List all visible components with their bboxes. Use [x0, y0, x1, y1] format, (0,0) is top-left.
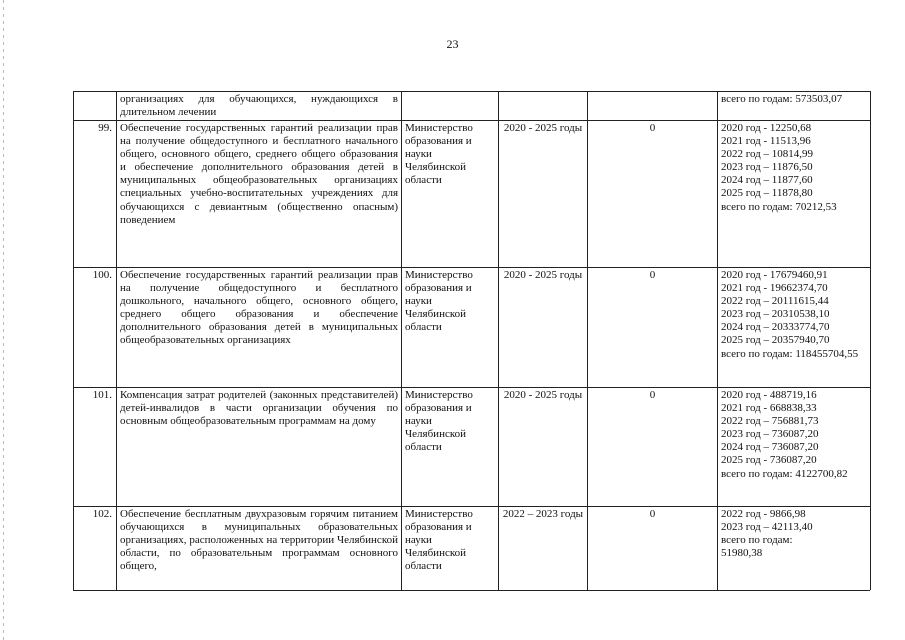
funding-year: 2025 год - 736087,20	[721, 454, 817, 467]
funding-cell	[718, 121, 871, 268]
funding-year: 2021 год - 19662374,70	[721, 282, 828, 295]
funding-cell	[718, 388, 871, 507]
funding-year: 2022 год - 9866,98	[721, 508, 806, 520]
funding-total: всего по годам: 573503,07	[718, 92, 871, 121]
funding-total: 51980,38	[721, 547, 763, 560]
funding-year: 2022 год – 756881,73	[721, 415, 819, 428]
funding-cell	[718, 268, 871, 388]
funding-year: 2022 год – 10814,99	[721, 148, 814, 161]
funding-year: 2025 год – 20357940,70	[721, 334, 830, 347]
funding-total: всего по годам: 4122700,82	[721, 467, 848, 480]
zero-value: 0	[588, 388, 718, 507]
funding-year: 2023 год – 11876,50	[721, 161, 813, 174]
row-number: 99.	[74, 121, 117, 268]
funding-year: 2021 год - 11513,96	[721, 135, 811, 148]
zero-value	[588, 92, 718, 121]
measure-name: Компенсация затрат родителей (законных представителей) детей-инвалидов в части организации обучения по основным общеобразовательным программам на дому	[117, 388, 402, 507]
binding-edge	[3, 0, 4, 640]
funding-year: 2024 год – 20333774,70	[721, 321, 830, 334]
table-row	[74, 507, 871, 590]
period: 2020 - 2025 годы	[499, 121, 588, 268]
funding-year: 2024 год – 11877,60	[721, 174, 813, 187]
measure-name: организациях для обучающихся, нуждающихся в длительном лечении	[117, 92, 402, 121]
table-row	[74, 121, 871, 268]
funding-year: 2023 год – 42113,40	[721, 521, 813, 534]
zero-value: 0	[588, 121, 718, 268]
row-number: 102.	[74, 507, 117, 590]
period: 2020 - 2025 годы	[499, 388, 588, 507]
funding-year: 2024 год – 736087,20	[721, 441, 819, 454]
table-bottom-border	[73, 590, 870, 591]
measure-name: Обеспечение государственных гарантий реализации прав на получение общедоступного и бесплатного дошкольного, начального общего, основного общего, среднего общего образования и обеспечение дополнительного образования детей в муниципальных общеобразовательных организациях	[117, 268, 402, 388]
page-number: 23	[446, 37, 459, 51]
funding-year: 2023 год – 736087,20	[721, 428, 819, 441]
row-number	[74, 92, 117, 121]
executor	[402, 92, 499, 121]
funding-year: 2021 год - 668838,33	[721, 402, 817, 415]
funding-cell	[718, 507, 871, 590]
table-row	[74, 92, 871, 121]
funding-year: 2020 год - 12250,68	[721, 122, 812, 134]
executor: Министерство образования и науки Челябинской области	[402, 388, 499, 507]
executor: Министерство образования и науки Челябинской области	[402, 121, 499, 268]
row-number: 101.	[74, 388, 117, 507]
measure-name: Обеспечение государственных гарантий реализации прав на получение общедоступного и бесплатного начального общего, основного общего, среднего общего образования и обеспечение дополнительного образования детей в муниципальных общеобразовательных организациях специальных учебно-воспитательных учреждениях для обучающихся с девиантным (общественно опасным) поведением	[117, 121, 402, 268]
zero-value: 0	[588, 507, 718, 590]
funding-total: всего по годам: 70212,53	[721, 200, 837, 213]
period	[499, 92, 588, 121]
zero-value: 0	[588, 268, 718, 388]
table-row	[74, 268, 871, 388]
funding-total-label: всего по годам:	[721, 534, 793, 547]
executor: Министерство образования и науки Челябинской области	[402, 507, 499, 590]
program-table	[73, 91, 871, 590]
funding-year: 2022 год – 20111615,44	[721, 295, 829, 308]
measure-name: Обеспечение бесплатным двухразовым горячим питанием обучающихся в муниципальных образовательных организациях, расположенных на территории Челябинской области, по образовательным программам основного общего,	[117, 507, 402, 590]
table-row	[74, 388, 871, 507]
funding-year: 2025 год – 11878,80	[721, 187, 813, 200]
funding-total: всего по годам: 118455704,55	[721, 347, 859, 360]
funding-year: 2020 год - 17679460,91	[721, 269, 828, 281]
executor: Министерство образования и науки Челябинской области	[402, 268, 499, 388]
period: 2022 – 2023 годы	[499, 507, 588, 590]
funding-year: 2020 год - 488719,16	[721, 389, 817, 401]
period: 2020 - 2025 годы	[499, 268, 588, 388]
funding-year: 2023 год – 20310538,10	[721, 308, 830, 321]
row-number: 100.	[74, 268, 117, 388]
